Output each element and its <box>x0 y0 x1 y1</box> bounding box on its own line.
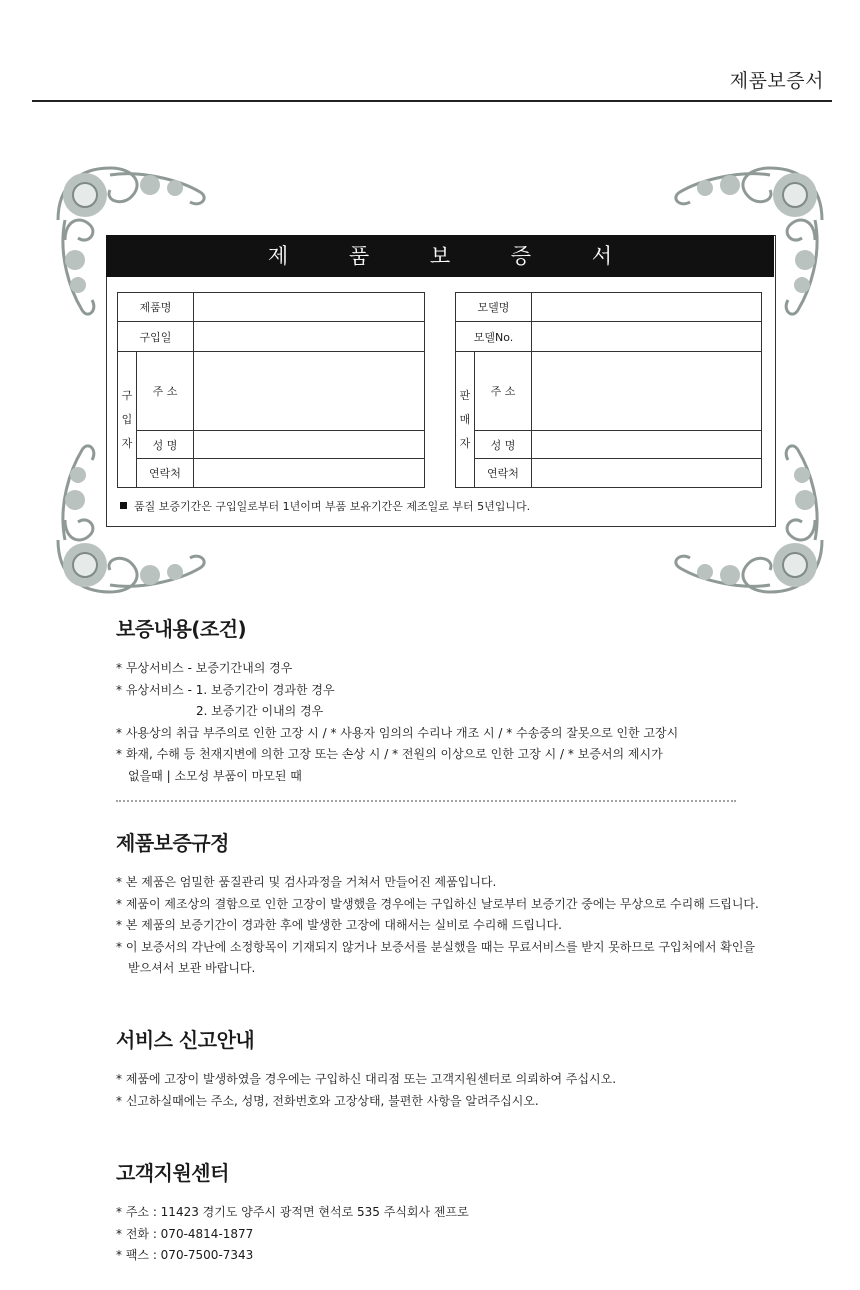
warranty-period-note <box>120 498 530 514</box>
customer-support-list <box>116 1202 776 1267</box>
seller-contact-label: 연락처 <box>475 459 532 488</box>
seller-table <box>455 292 762 488</box>
buyer-address-label: 주 소 <box>137 352 194 431</box>
buyer-name-label: 성 명 <box>137 431 194 459</box>
certificate-title-bar <box>106 235 774 277</box>
seller-group-char: 매 <box>459 412 471 426</box>
purchase-date-label: 구입일 <box>118 322 194 352</box>
dotted-divider <box>116 800 736 802</box>
model-no-label: 모델No. <box>456 322 532 352</box>
list-item: * 화재, 수해 등 천재지변에 의한 고장 또는 손상 시 / * 전원의 이상으로 인한 고장 시 / * 보증서의 제시가 <box>116 747 663 761</box>
seller-group-char: 자 <box>459 436 471 450</box>
product-name-label: 제품명 <box>118 293 194 322</box>
purchase-date-field[interactable] <box>194 322 425 352</box>
list-item: * 본 제품은 엄밀한 품질관리 및 검사과정을 거쳐서 만들어진 제품입니다. <box>116 875 497 889</box>
warranty-regulation-section <box>116 827 776 980</box>
section-title: 제품보증규정 <box>116 831 229 855</box>
list-item: 없을때 | 소모성 부품이 마모된 때 <box>128 768 302 783</box>
service-report-list <box>116 1069 776 1112</box>
seller-group-label <box>456 352 475 488</box>
seller-address-label: 주 소 <box>475 352 532 431</box>
certificate-title: 제 품 보 증 서 <box>267 244 640 268</box>
buyer-address-field[interactable] <box>194 352 425 431</box>
section-title: 보증내용(조건) <box>116 617 247 641</box>
buyer-group-char: 입 <box>121 412 133 426</box>
buyer-table <box>117 292 425 488</box>
support-fax: * 팩스 : 070-7500-7343 <box>116 1248 254 1262</box>
seller-address-field[interactable] <box>532 352 762 431</box>
warranty-period-text: 품질 보증기간은 구입일로부터 1년이며 부품 보유기간은 제조일로 부터 5년입니다. <box>134 500 531 513</box>
seller-contact-field[interactable] <box>532 459 762 488</box>
list-item: * 제품에 고장이 발생하였을 경우에는 구입하신 대리점 또는 고객지원센터로 의뢰하여 주십시오. <box>116 1072 617 1086</box>
warranty-regulation-list <box>116 872 776 980</box>
model-name-label: 모델명 <box>456 293 532 322</box>
list-item: * 사용상의 취급 부주의로 인한 고장 시 / * 사용자 임의의 수리나 개조 시 / * 수송중의 잘못으로 인한 고장시 <box>116 725 679 740</box>
buyer-contact-field[interactable] <box>194 459 425 488</box>
support-phone: * 전화 : 070-4814-1877 <box>116 1226 254 1241</box>
warranty-conditions-section <box>116 613 776 787</box>
seller-name-label: 성 명 <box>475 431 532 459</box>
model-no-field[interactable] <box>532 322 762 352</box>
list-item: * 본 제품의 보증기간이 경과한 후에 발생한 고장에 대해서는 실비로 수리해 드립니다. <box>116 918 562 932</box>
model-name-field[interactable] <box>532 293 762 322</box>
section-title: 서비스 신고안내 <box>116 1028 255 1052</box>
list-item: * 제품이 제조상의 결함으로 인한 고장이 발생했을 경우에는 구입하신 날로부터 보증기간 중에는 무상으로 수리해 드립니다. <box>116 896 759 911</box>
buyer-group-char: 자 <box>121 436 133 450</box>
page-header <box>32 62 832 102</box>
buyer-group-label <box>118 352 137 488</box>
square-bullet-icon <box>120 502 127 509</box>
seller-group-char: 판 <box>459 388 471 402</box>
list-item: * 유상서비스 - 1. 보증기간이 경과한 경우 <box>116 682 335 697</box>
buyer-name-field[interactable] <box>194 431 425 459</box>
list-item: 2. 보증기간 이내의 경우 <box>196 704 324 718</box>
section-title: 고객지원센터 <box>116 1161 229 1185</box>
list-item: * 신고하실때에는 주소, 성명, 전화번호와 고장상태, 불편한 사항을 알려주십시오. <box>116 1093 539 1108</box>
list-item: * 무상서비스 - 보증기간내의 경우 <box>116 661 293 675</box>
service-report-section <box>116 1024 776 1112</box>
warranty-conditions-list <box>116 658 776 787</box>
buyer-contact-label: 연락처 <box>137 459 194 488</box>
list-item: * 이 보증서의 각난에 소정항목이 기재되지 않거나 보증서를 분실했을 때는 무료서비스를 받지 못하므로 구입처에서 확인을 <box>116 939 756 954</box>
buyer-group-char: 구 <box>121 388 133 402</box>
page-title: 제품보증서 <box>729 70 824 92</box>
seller-name-field[interactable] <box>532 431 762 459</box>
customer-support-section <box>116 1157 776 1267</box>
support-address: * 주소 : 11423 경기도 양주시 광적면 현석로 535 주식회사 젠프로 <box>116 1205 469 1219</box>
list-item: 받으셔서 보관 바랍니다. <box>128 961 256 975</box>
product-name-field[interactable] <box>194 293 425 322</box>
